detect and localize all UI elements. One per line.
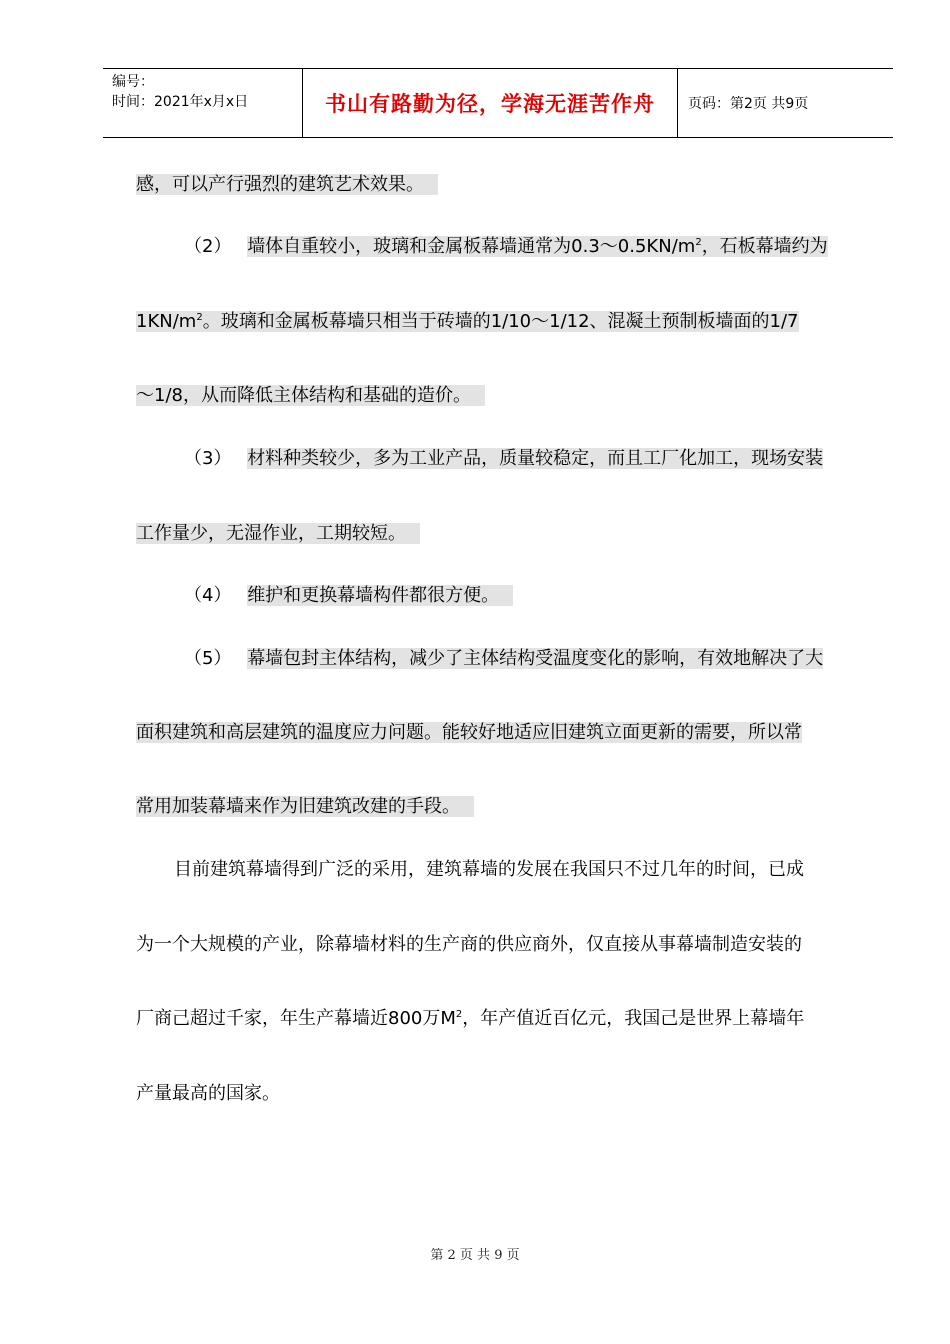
- item-number-2: （2）: [184, 236, 232, 257]
- header-meta: [103, 69, 303, 137]
- item-number-5: （5）: [184, 648, 232, 669]
- text-line: [136, 308, 799, 336]
- paragraph-5-line-1: 幕墙包封主体结构，减少了主体结构受温度变化的影响，有效地解决了大: [247, 648, 824, 669]
- text-line: [184, 645, 823, 673]
- text-line: [136, 520, 420, 548]
- paragraph-3-line-1: 材料种类较少，多为工业产品，质量较稳定，而且工厂化加工，现场安装: [247, 448, 824, 469]
- header-motto: 书山有路勤为径，学海无涯苦作舟: [303, 69, 678, 137]
- text-line: [136, 1005, 804, 1033]
- paragraph-4-line-1: 维护和更换幕墙构件都很方便。: [247, 585, 513, 606]
- text-line: [136, 382, 485, 410]
- paragraph-6-line-3: 厂商己超过千家，年生产幕墙近800万$M^2$，年产值近百亿元，我国己是世界上幕墙年: [136, 1008, 805, 1029]
- paragraph-2-line-2: $1KN/m^2$。玻璃和金属板幕墙只相当于砖墙的1/10～1/12、混凝土预制板墙面的1/7: [136, 311, 799, 332]
- paragraph-6-line-2: 为一个大规模的产业，除幕墙材料的生产商的供应商外，仅直接从事幕墙制造安装的: [136, 934, 802, 955]
- text-line: [174, 856, 804, 884]
- text-line: [136, 931, 802, 959]
- text-line: [184, 445, 823, 473]
- paragraph-6-line-4: 产量最高的国家。: [136, 1083, 280, 1104]
- text-line: [136, 719, 802, 747]
- item-number-4: （4）: [184, 585, 232, 606]
- text-line: [136, 171, 438, 199]
- item-number-3: （3）: [184, 448, 232, 469]
- paragraph-6-line-1: 目前建筑幕墙得到广泛的采用，建筑幕墙的发展在我国只不过几年的时间，已成: [174, 859, 804, 880]
- paragraph-2-line-3: ～1/8，从而降低主体结构和基础的造价。: [136, 385, 485, 406]
- text-line: [184, 233, 828, 261]
- paragraph-1-line: 感，可以产行强烈的建筑艺术效果。: [136, 174, 438, 195]
- text-line: [136, 1080, 280, 1108]
- text-line: [136, 793, 474, 821]
- paragraph-3-line-2: 工作量少，无湿作业，工期较短。: [136, 523, 420, 544]
- paragraph-5-line-2: 面积建筑和高层建筑的温度应力问题。能较好地适应旧建筑立面更新的需要，所以常: [136, 722, 802, 743]
- header-page-info: 页码：第2页 共9页: [688, 96, 809, 112]
- header-time-label: 时间：2021年x月x日: [112, 94, 249, 110]
- paragraph-2-line-1: 墙体自重较小，玻璃和金属板幕墙通常为$0.3\sim 0.5KN/m^2$，石板幕墙约为: [247, 236, 828, 257]
- text-line: [184, 582, 513, 610]
- header-number-label: 编号：: [112, 74, 154, 90]
- paragraph-5-line-3: 常用加装幕墙来作为旧建筑改建的手段。: [136, 796, 474, 817]
- page-footer: 第 2 页 共 9 页: [430, 1248, 520, 1263]
- page-header: [103, 68, 893, 138]
